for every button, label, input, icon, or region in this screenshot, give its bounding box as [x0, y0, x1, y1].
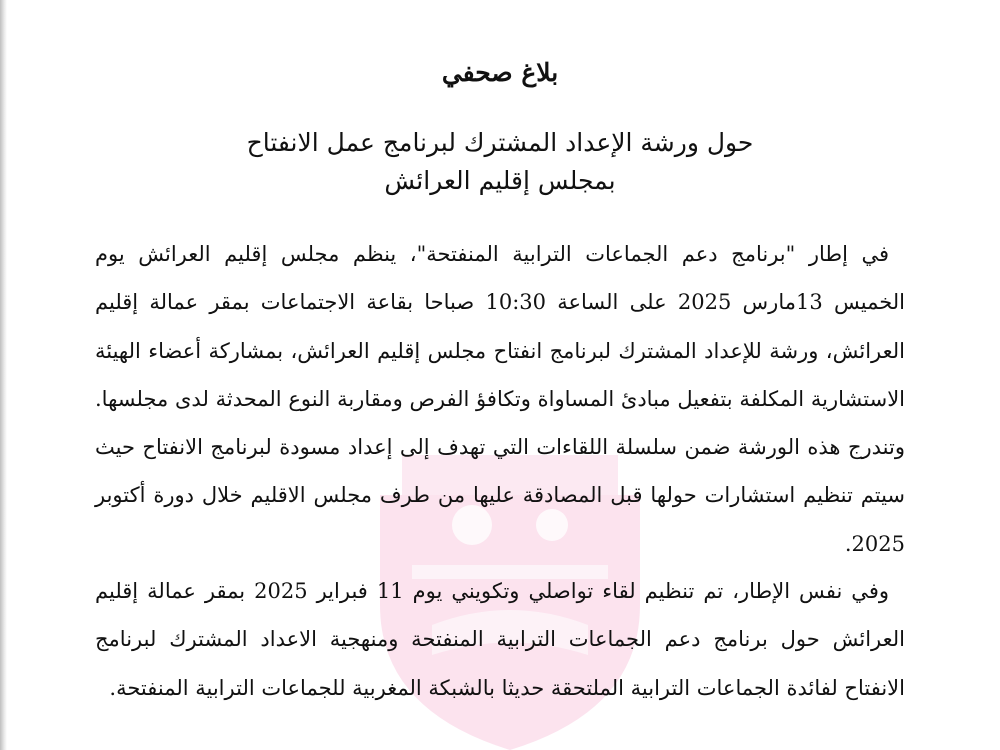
- body-paragraph-2: وفي نفس الإطار، تم تنظيم لقاء تواصلي وتكويني يوم 11 فبراير 2025 بمقر عمالة إقليم العرائش حول برنامج دعم الجماعات الترابية المنفتحة ومنهجية الاعداد المشترك لبرنامج الانفتاح لفائدة الجماعات الترابية الملتحقة حديثا بالشبكة المغربية للجماعات الترابية المنفتحة.: [95, 579, 905, 700]
- document-subtitle-line-2: بمجلس إقليم العرائش: [384, 166, 616, 195]
- body-paragraph-1: في إطار "برنامج دعم الجماعات الترابية المنفتحة"، ينظم مجلس إقليم العرائش يوم الخميس 13مارس 2025 على الساعة 10:30 صباحا بقاعة الاجتماعات بمقر عمالة إقليم العرائش، ورشة للإعداد المشترك لبرنامج انفتاح مجلس إقليم العرائش، بمشاركة أعضاء الهيئة الاستشارية المكلفة بتفعيل مبادئ المساواة وتكافؤ الفرص ومقاربة النوع المحدثة لدى مجلسها. وتندرج هذه الورشة ضمن سلسلة اللقاءات التي تهدف إلى إعداد مسودة لبرنامج الانفتاح حيث سيتم تنظيم استشارات حولها قبل المصادقة عليها من طرف مجلس الاقليم خلال دورة أكتوبر 2025.: [95, 242, 905, 556]
- document-subtitle-line-1: حول ورشة الإعداد المشترك لبرنامج عمل الانفتاح: [246, 128, 754, 157]
- document-title: بلاغ صحفي: [441, 58, 559, 87]
